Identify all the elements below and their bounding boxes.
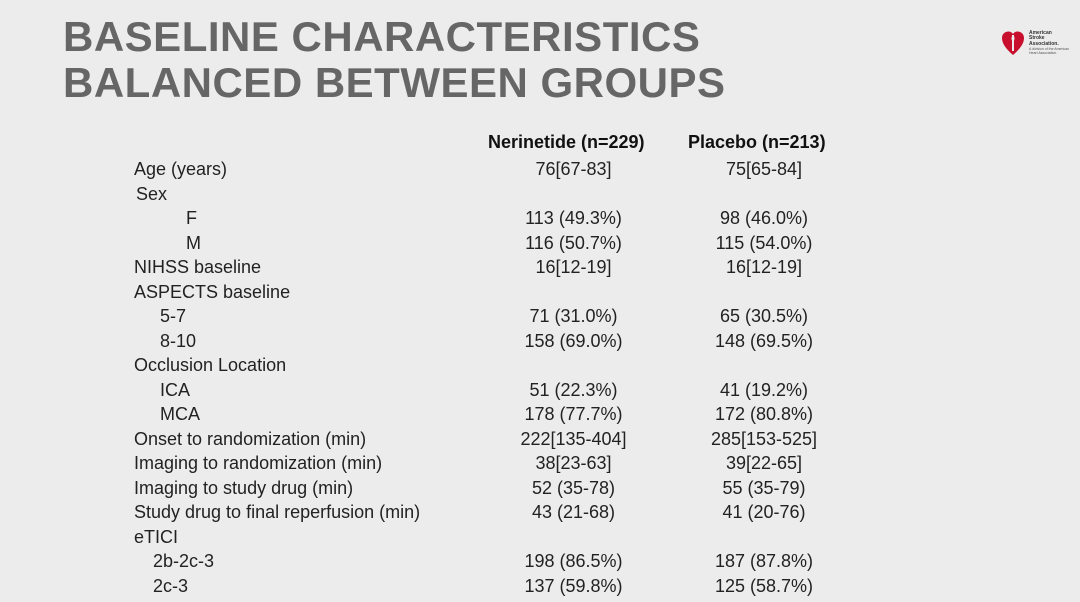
placebo-value: 41 (20-76)	[722, 502, 806, 522]
placebo-value: 125 (58.7%)	[714, 575, 814, 596]
table-row	[0, 500, 1080, 525]
nerinetide-value: 76[67-83]	[535, 159, 612, 179]
placebo-value: 285[153-525]	[710, 428, 818, 449]
placebo-value: 187 (87.8%)	[714, 551, 814, 571]
table-row	[0, 574, 1080, 599]
row-label: ICA	[160, 379, 191, 400]
row-label: 5-7	[160, 306, 187, 326]
table-row	[0, 280, 1080, 305]
nerinetide-value: 71 (31.0%)	[529, 306, 618, 326]
row-label: F	[186, 208, 197, 228]
table-row	[0, 525, 1080, 550]
table-body	[0, 157, 1080, 598]
row-label: Imaging to randomization (min)	[134, 453, 383, 473]
table-row	[0, 427, 1080, 452]
nerinetide-value: 178 (77.7%)	[524, 404, 623, 424]
header-placebo: Placebo (n=213)	[688, 132, 826, 152]
placebo-value: 148 (69.5%)	[714, 330, 814, 351]
placebo-value: 65 (30.5%)	[719, 306, 809, 326]
row-label: 8-10	[160, 330, 197, 351]
row-label: NIHSS baseline	[134, 257, 262, 277]
logo-text	[1029, 31, 1071, 56]
placebo-value: 172 (80.8%)	[714, 404, 814, 424]
row-label: ASPECTS baseline	[134, 281, 291, 302]
nerinetide-value: 113 (49.3%)	[525, 208, 622, 228]
slide-title	[63, 14, 726, 106]
placebo-value: 75[65-84]	[725, 159, 803, 179]
header-nerinetide: Nerinetide (n=229)	[488, 132, 645, 152]
table-row	[0, 476, 1080, 501]
table-row	[0, 549, 1080, 574]
row-label: M	[186, 232, 201, 253]
placebo-value: 55 (35-79)	[722, 477, 806, 498]
logo-line-2: Stroke	[1029, 35, 1045, 42]
table-row	[0, 157, 1080, 182]
row-label: Sex	[136, 183, 168, 204]
row-label: Study drug to final reperfusion (min)	[134, 502, 421, 522]
nerinetide-value: 16[12-19]	[535, 257, 612, 277]
nerinetide-value: 137 (59.8%)	[524, 575, 623, 596]
row-label: Onset to randomization (min)	[134, 428, 367, 449]
table-row	[0, 329, 1080, 354]
table-row	[0, 182, 1080, 207]
table-row	[0, 402, 1080, 427]
table-row	[0, 231, 1080, 256]
heart-torch-icon	[1001, 29, 1025, 57]
table-row	[0, 206, 1080, 231]
table-row	[0, 378, 1080, 403]
row-label: Imaging to study drug (min)	[134, 477, 354, 498]
row-label: Occlusion Location	[134, 355, 287, 375]
nerinetide-value: 222[135-404]	[520, 428, 627, 449]
table-row	[0, 255, 1080, 280]
nerinetide-value: 158 (69.0%)	[524, 330, 623, 351]
logo-line-3: Association.	[1029, 40, 1059, 47]
american-stroke-association-logo	[1001, 26, 1071, 60]
table-row	[0, 304, 1080, 329]
placebo-value: 39[22-65]	[725, 453, 803, 473]
row-label: Age (years)	[134, 159, 228, 179]
row-label: eTICI	[134, 526, 179, 547]
nerinetide-value: 52 (35-78)	[531, 477, 616, 498]
placebo-value: 41 (19.2%)	[719, 379, 809, 400]
nerinetide-value: 51 (22.3%)	[529, 379, 618, 400]
row-label: 2b-2c-3	[153, 551, 215, 571]
nerinetide-value: 198 (86.5%)	[524, 551, 623, 571]
logo-line-1: American	[1029, 29, 1052, 36]
row-label: MCA	[160, 404, 200, 424]
placebo-value: 115 (54.0%)	[715, 232, 813, 253]
row-label: 2c-3	[153, 575, 189, 596]
logo-subtext: A division of the American Heart Association.	[1029, 47, 1070, 56]
nerinetide-value: 38[23-63]	[535, 453, 612, 473]
placebo-value: 98 (46.0%)	[719, 208, 809, 228]
title-line-2: BALANCED BETWEEN GROUPS	[63, 59, 726, 106]
title-line-1: BASELINE CHARACTERISTICS	[63, 13, 701, 60]
nerinetide-value: 43 (21-68)	[531, 502, 616, 522]
placebo-value: 16[12-19]	[725, 257, 803, 277]
table-row	[0, 451, 1080, 476]
table-row	[0, 353, 1080, 378]
nerinetide-value: 116 (50.7%)	[525, 232, 622, 253]
